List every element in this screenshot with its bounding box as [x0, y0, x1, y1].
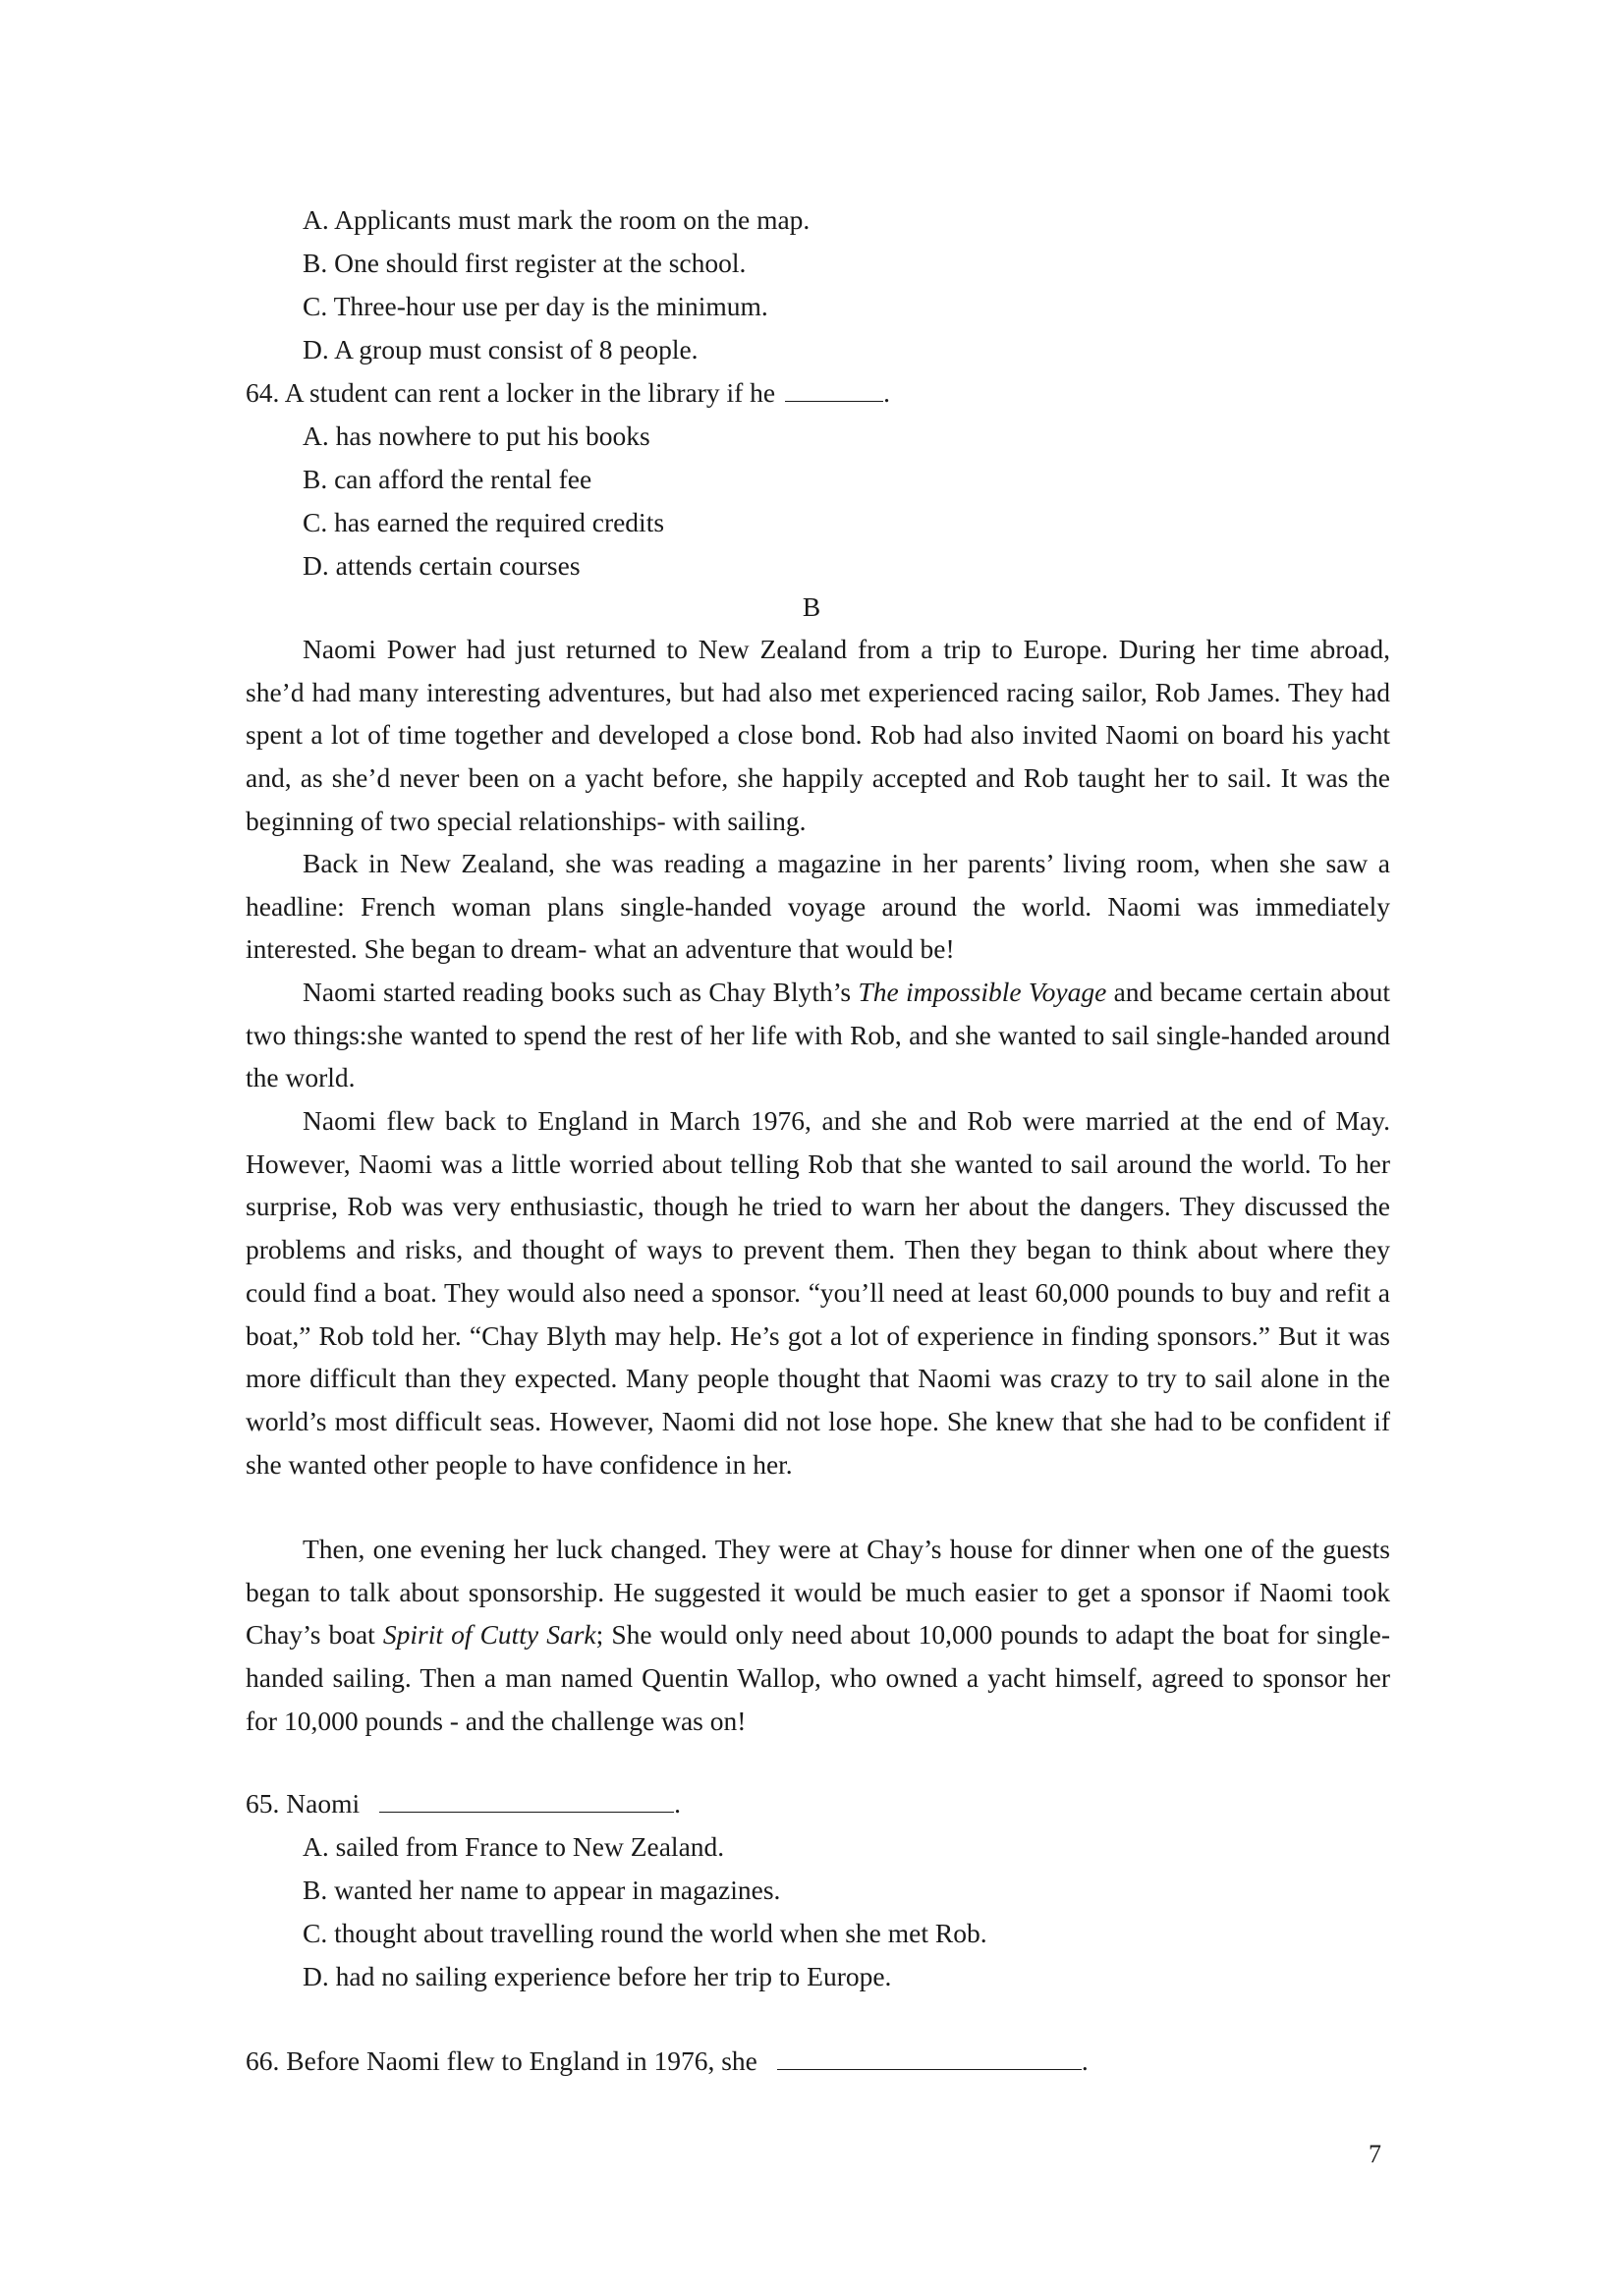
q65-end: .	[674, 1788, 681, 1819]
page-number: 7	[1369, 2140, 1381, 2168]
q66-stem: 66. Before Naomi flew to England in 1976, she	[246, 2045, 757, 2076]
q66-answer-blank	[777, 2045, 1082, 2070]
q63-option-c: C. Three-hour use per day is the minimum.	[303, 291, 768, 321]
boat-name: Spirit of Cutty Sark	[382, 1619, 596, 1651]
book-title: The impossible Voyage	[858, 977, 1107, 1007]
p5-text-b: ; She would only need about 10,000 pounds to adapt the boat for single-handed sailing. Then a man named Quentin Wallop, who owned a yacht himself, agreed to sponsor her for 10,000 pounds - and the challenge was on!	[246, 1619, 1390, 1736]
q65-answer-blank	[379, 1788, 674, 1813]
p5-text-a: Then, one evening her luck changed. They were at Chay’s house for dinner when one of the guests began to talk about sponsorship. He suggested it would be much easier to get a sponsor if Naomi took Chay’s boat	[246, 1534, 1390, 1651]
q64-answer-blank	[785, 377, 883, 402]
q64-option-c: C. has earned the required credits	[303, 507, 665, 537]
q64-option-b: B. can afford the rental fee	[303, 464, 592, 494]
section-heading: B	[802, 591, 821, 622]
q64-end: .	[883, 377, 891, 408]
q63-option-d: D. A group must consist of 8 people.	[303, 334, 699, 364]
p3-text-a: Naomi started reading books such as Chay Blyth’s	[303, 977, 859, 1007]
q65-option-d: D. had no sailing experience before her trip to Europe.	[303, 1961, 892, 1991]
q65-option-b: B. wanted her name to appear in magazines.	[303, 1875, 781, 1905]
q66-end: .	[1081, 2045, 1089, 2076]
q64-question	[246, 377, 890, 409]
q65-option-a: A. sailed from France to New Zealand.	[303, 1831, 725, 1862]
passage-paragraph-2: Back in New Zealand, she was reading a magazine in her parents’ living room, when she saw a headline: French woman plans single-handed voyage around the world. Naomi was immediately interested. She began to dream- what an adventure that would be!	[246, 848, 1390, 965]
passage-paragraph-5	[246, 1528, 1390, 1743]
p3-text-b: and became certain about two things:she wanted to spend the rest of her life with Rob, and she wanted to sail single-handed around the world.	[246, 977, 1391, 1093]
passage-paragraph-4: Naomi flew back to England in March 1976, and she and Rob were married at the end of May. However, Naomi was a little worried about telling Rob that she wanted to sail around the world. To her surprise, Rob was very enthusiastic, though he tried to warn her about the dangers. They discussed the problems and risks, and thought of ways to prevent them. Then they began to think about where they could find a boat. They would also need a sponsor. “you’ll need at least 60,000 pounds to buy and refit a boat,” Rob told her. “Chay Blyth may help. He’s got a lot of experience in finding sponsors.” But it was more difficult than they expected. Many people thought that Naomi was crazy to try to sail alone in the world’s most difficult seas. However, Naomi did not lose hope. She knew that she had to be confident if she wanted other people to have confidence in her.	[246, 1105, 1390, 1480]
q65-stem: 65. Naomi	[246, 1788, 361, 1819]
q64-option-d: D. attends certain courses	[303, 550, 581, 581]
passage-paragraph-1: Naomi Power had just returned to New Zealand from a trip to Europe. During her time abroad, she’d had many interesting adventures, but had also met experienced racing sailor, Rob James. They had spent a lot of time together and developed a close bond. Rob had also invited Naomi on board his yacht and, as she’d never been on a yacht before, she happily accepted and Rob taught her to sail. It was the beginning of two special relationships- with sailing.	[246, 634, 1390, 836]
q63-option-b: B. One should first register at the school.	[303, 248, 747, 278]
q65-question	[246, 1788, 681, 1820]
passage-paragraph-3	[246, 971, 1390, 1099]
q64-option-a: A. has nowhere to put his books	[303, 420, 650, 451]
q66-question	[246, 2045, 1089, 2077]
q64-stem: 64. A student can rent a locker in the library if he	[246, 377, 776, 408]
q65-option-c: C. thought about travelling round the world when she met Rob.	[303, 1918, 987, 1948]
q63-option-a: A. Applicants must mark the room on the map.	[303, 204, 811, 235]
